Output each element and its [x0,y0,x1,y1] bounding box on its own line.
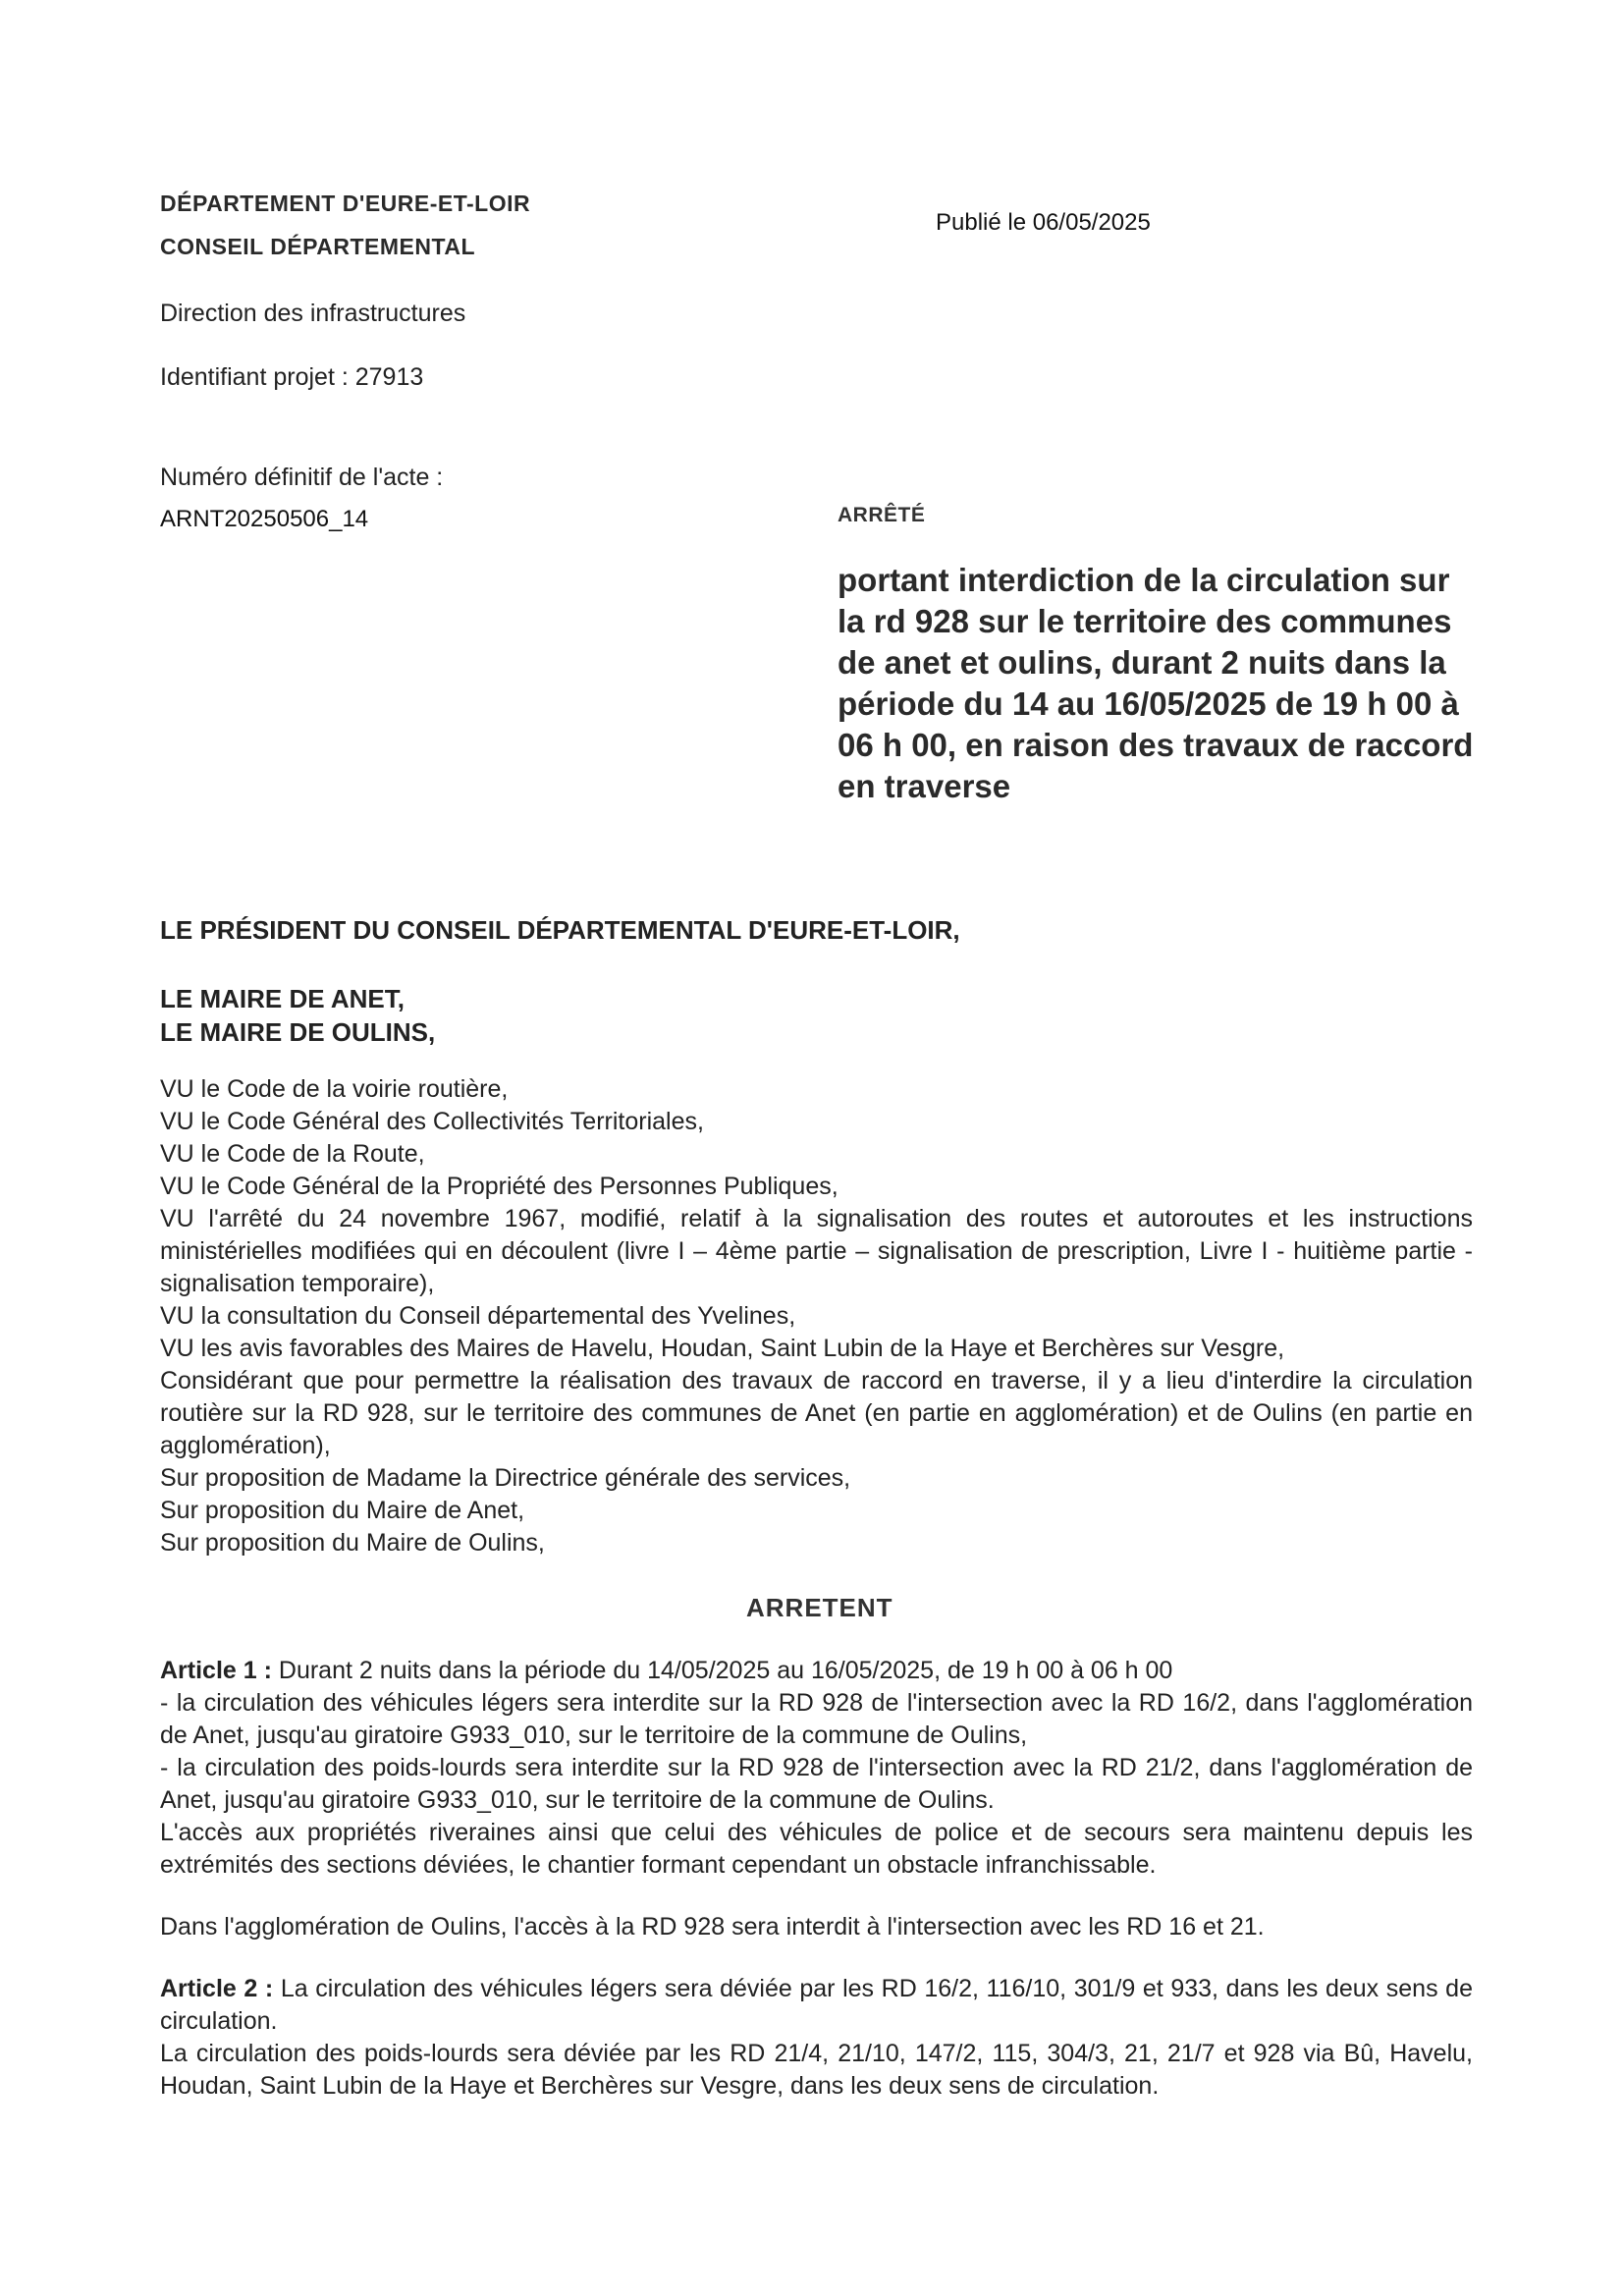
visa-item: VU le Code Général des Collectivités Territoriales, [160,1108,704,1135]
maire-anet-heading: LE MAIRE DE ANET, [160,984,405,1013]
article-1-paragraph: - la circulation des véhicules légers sera interdite sur la RD 928 de l'intersection avec la RD 16/2, dans l'agglomération de Anet, jusqu'au giratoire G933_010, sur le territoire de la commune de Oulins, [160,1689,1473,1749]
proposition-item: Sur proposition de Madame la Directrice générale des services, [160,1464,851,1492]
article-1-intro [160,1655,1473,1687]
arrete-title: portant interdiction de la circulation sur la rd 928 sur le territoire des communes de anet et oulins, durant 2 nuits dans la période du 14 au 16/05/2025 de 19 h 00 à 06 h 00, en raison des travaux de raccord en traverse [838,562,1474,804]
visa-item: VU les avis favorables des Maires de Havelu, Houdan, Saint Lubin de la Haye et Berchères sur Vesgre, [160,1335,1285,1362]
maire-oulins-heading: LE MAIRE DE OULINS, [160,1017,436,1047]
article-2-paragraph: La circulation des poids-lourds sera déviée par les RD 21/4, 21/10, 147/2, 115, 304/3, 21, 21/7 et 928 via Bû, Havelu, Houdan, Saint Lubin de la Haye et Berchères sur Vesgre, dans les deux sens de circulation. [160,2040,1473,2100]
visas-list [160,1073,1473,1559]
visa-item: VU la consultation du Conseil départemental des Yvelines, [160,1302,796,1330]
visa-item: VU le Code Général de la Propriété des Personnes Publiques, [160,1173,839,1200]
arrete-label: ARRÊTÉ [838,504,926,526]
articles-section [160,1655,1473,2103]
proposition-item: Sur proposition du Maire de Oulins, [160,1529,545,1557]
article-2-label: Article 2 : [160,1975,274,2002]
act-number-label: Numéro définitif de l'acte : [160,464,444,491]
visa-item: VU l'arrêté du 24 novembre 1967, modifié, relatif à la signalisation des routes et autoroutes et les instructions ministérielles modifiées qui en découlent (livre I – 4ème partie – signalisation de prescription, Livre I - huitième partie - signalisation temporaire), [160,1205,1473,1297]
article-1-label: Article 1 : [160,1657,272,1684]
act-number: ARNT20250506_14 [160,506,369,532]
article-1-intro-text: Durant 2 nuits dans la période du 14/05/2025 au 16/05/2025, de 19 h 00 à 06 h 00 [271,1657,1173,1684]
article-1-paragraph: - la circulation des poids-lourds sera interdite sur la RD 928 de l'intersection avec la RD 21/2, dans l'agglomération de Anet, jusqu'au giratoire G933_010, sur le territoire de la commune de Oulins. [160,1754,1473,1814]
visa-item: VU le Code de la Route, [160,1140,425,1168]
considerant-item: Considérant que pour permettre la réalisation des travaux de raccord en traverse, il y a lieu d'interdire la circulation routière sur la RD 928, sur le territoire des communes de Anet (en partie en agglomération) et de Oulins (en partie en agglomération), [160,1367,1473,1459]
published-date: Publié le 06/05/2025 [936,209,1151,236]
project-id: Identifiant projet : 27913 [160,363,424,391]
article-2-intro [160,1973,1473,2038]
proposition-item: Sur proposition du Maire de Anet, [160,1497,525,1524]
arretent-heading: ARRETENT [746,1593,893,1622]
council-heading: CONSEIL DÉPARTEMENTAL [160,234,476,259]
article-1-paragraph: Dans l'agglomération de Oulins, l'accès à la RD 928 sera interdit à l'intersection avec les RD 16 et 21. [160,1913,1265,1941]
direction-label: Direction des infrastructures [160,300,466,327]
president-heading: LE PRÉSIDENT DU CONSEIL DÉPARTEMENTAL D'EURE-ET-LOIR, [160,915,960,945]
article-1-paragraph: L'accès aux propriétés riveraines ainsi que celui des véhicules de police et de secours sera maintenu depuis les extrémités des sections déviées, le chantier formant cependant un obstacle infranchissable. [160,1819,1473,1879]
visa-item: VU le Code de la voirie routière, [160,1075,509,1103]
department-heading: DÉPARTEMENT D'EURE-ET-LOIR [160,191,531,216]
article-2-intro-text: La circulation des véhicules légers sera déviée par les RD 16/2, 116/10, 301/9 et 933, dans les deux sens de circulation. [160,1975,1473,2035]
